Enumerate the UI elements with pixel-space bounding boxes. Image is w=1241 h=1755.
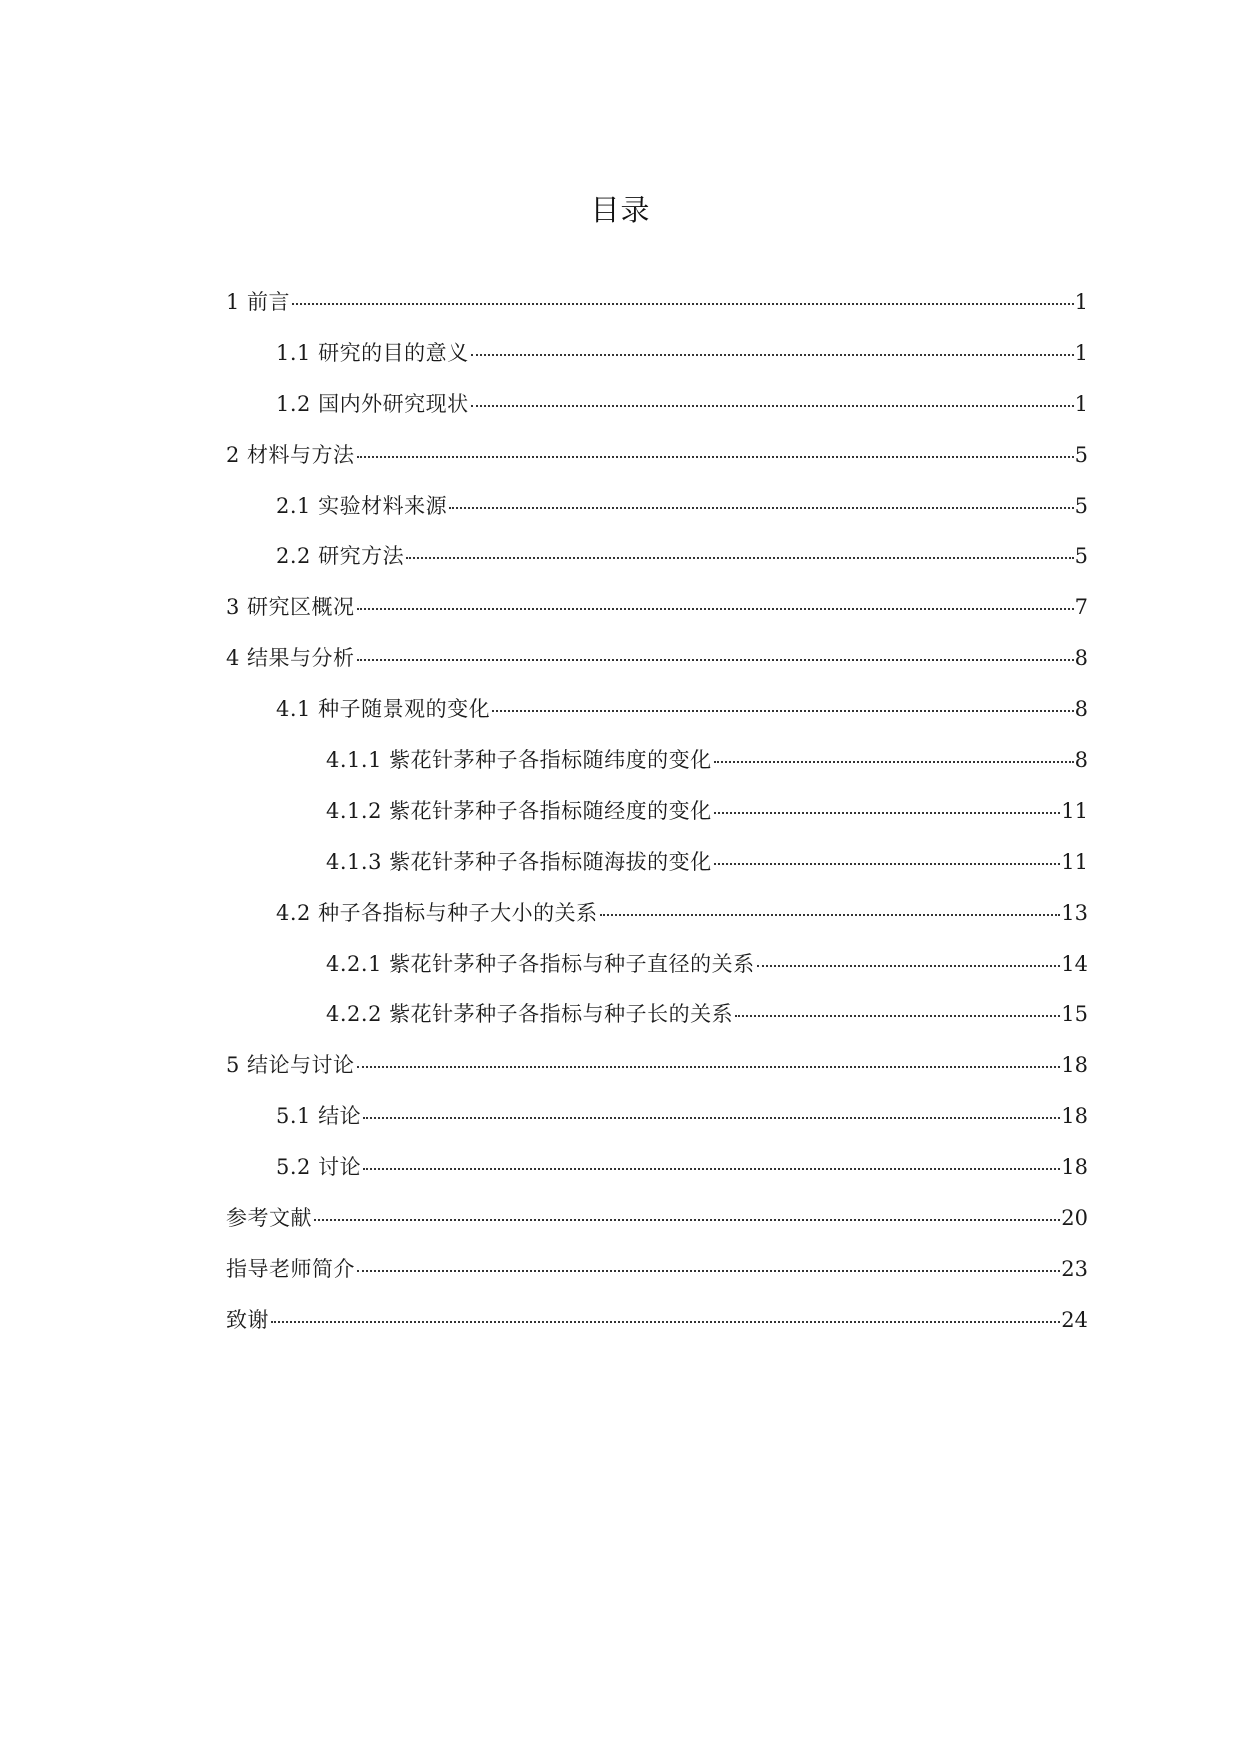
dot-leader [714, 812, 1061, 814]
toc-entry-label: 1 前言 [226, 290, 291, 314]
dot-leader [449, 507, 1074, 509]
toc-entry-label: 4.1 种子随景观的变化 [276, 697, 491, 722]
toc-entry-page-number: 18 [1061, 1053, 1088, 1078]
toc-entry-page-number: 11 [1061, 849, 1088, 874]
toc-entry[interactable] [226, 541, 1088, 592]
toc-entry-page-number: 5 [1074, 544, 1088, 569]
toc-entry-label: 4.1.3 紫花针茅种子各指标随海拔的变化 [326, 849, 712, 874]
dot-leader [714, 863, 1061, 865]
toc-entry-label: 致谢 [226, 1307, 269, 1332]
toc-entry-page-number: 18 [1061, 1104, 1088, 1129]
toc-entry[interactable] [226, 1305, 1088, 1356]
toc-entry[interactable] [226, 1254, 1088, 1305]
toc-entry-label: 5.2 讨论 [276, 1155, 362, 1180]
toc-entry-label: 1.2 国内外研究现状 [276, 391, 469, 416]
toc-entry-label: 5.1 结论 [276, 1104, 362, 1129]
dot-leader [735, 1015, 1060, 1017]
toc-entry-label: 4.1.2 紫花针茅种子各指标随经度的变化 [326, 798, 712, 823]
dot-leader [757, 965, 1061, 967]
toc-entry-page-number: 1 [1074, 340, 1088, 365]
toc-entry[interactable] [226, 999, 1088, 1050]
toc-entry-page-number: 14 [1061, 951, 1088, 976]
toc-entry-page-number: 24 [1061, 1307, 1088, 1332]
toc-entry[interactable] [226, 338, 1088, 389]
dot-leader [357, 608, 1074, 610]
dot-leader [357, 1066, 1061, 1068]
toc-entry[interactable] [226, 949, 1088, 1000]
toc-entry-label: 2.2 研究方法 [276, 544, 405, 569]
toc-entry-label: 参考文献 [226, 1206, 312, 1231]
toc-entry-page-number: 5 [1074, 493, 1088, 518]
toc-entry[interactable] [226, 694, 1088, 745]
toc-entry-label: 1.1 研究的目的意义 [276, 340, 469, 365]
dot-leader [271, 1321, 1060, 1323]
table-of-contents [226, 287, 1088, 1356]
toc-entry[interactable] [226, 1050, 1088, 1101]
toc-entry-label: 2 材料与方法 [226, 442, 355, 467]
toc-entry-label: 4.1.1 紫花针茅种子各指标随纬度的变化 [326, 748, 712, 773]
toc-entry-page-number: 5 [1074, 442, 1088, 467]
dot-leader [714, 761, 1074, 763]
toc-entry-page-number: 8 [1074, 697, 1088, 722]
toc-entry[interactable] [226, 1203, 1088, 1254]
toc-entry[interactable] [226, 491, 1088, 542]
toc-entry-page-number: 15 [1061, 1002, 1088, 1027]
dot-leader [357, 1270, 1060, 1272]
toc-entry[interactable] [226, 643, 1088, 694]
toc-title: 目录 [590, 193, 651, 227]
toc-entry[interactable] [226, 440, 1088, 491]
toc-entry[interactable] [226, 389, 1088, 440]
toc-entry-page-number: 11 [1061, 798, 1088, 823]
dot-leader [471, 405, 1074, 407]
toc-entry-label: 5 结论与讨论 [226, 1053, 355, 1078]
dot-leader [471, 354, 1074, 356]
toc-entry-page-number: 18 [1061, 1155, 1088, 1180]
toc-entry-label: 指导老师简介 [226, 1256, 355, 1281]
toc-entry-label: 4.2.1 紫花针茅种子各指标与种子直径的关系 [326, 951, 755, 976]
toc-entry-page-number: 8 [1074, 748, 1088, 773]
toc-entry-label: 4.2.2 紫花针茅种子各指标与种子长的关系 [326, 1002, 734, 1027]
toc-entry[interactable] [226, 592, 1088, 643]
toc-entry[interactable] [226, 1101, 1088, 1152]
dot-leader [357, 456, 1074, 458]
toc-entry[interactable] [226, 847, 1088, 898]
dot-leader [357, 659, 1074, 661]
toc-entry-page-number: 20 [1061, 1206, 1088, 1231]
toc-entry-label: 4 结果与分析 [226, 646, 355, 671]
dot-leader [600, 914, 1061, 916]
toc-entry-page-number: 1 [1074, 290, 1088, 314]
toc-entry-label: 4.2 种子各指标与种子大小的关系 [276, 900, 598, 925]
toc-entry[interactable] [226, 796, 1088, 847]
dot-leader [363, 1168, 1060, 1170]
toc-entry-page-number: 7 [1074, 595, 1088, 620]
toc-entry-page-number: 23 [1061, 1256, 1088, 1281]
toc-entry[interactable] [226, 898, 1088, 949]
toc-entry-page-number: 1 [1074, 391, 1088, 416]
toc-entry-label: 2.1 实验材料来源 [276, 493, 448, 518]
toc-entry-label: 3 研究区概况 [226, 595, 355, 620]
toc-entry[interactable] [226, 287, 1088, 338]
dot-leader [363, 1117, 1060, 1119]
toc-entry-page-number: 13 [1061, 900, 1088, 925]
toc-entry[interactable] [226, 1152, 1088, 1203]
dot-leader [292, 303, 1074, 305]
dot-leader [314, 1219, 1060, 1221]
toc-entry[interactable] [226, 745, 1088, 796]
dot-leader [492, 710, 1074, 712]
dot-leader [406, 557, 1074, 559]
toc-entry-page-number: 8 [1074, 646, 1088, 671]
